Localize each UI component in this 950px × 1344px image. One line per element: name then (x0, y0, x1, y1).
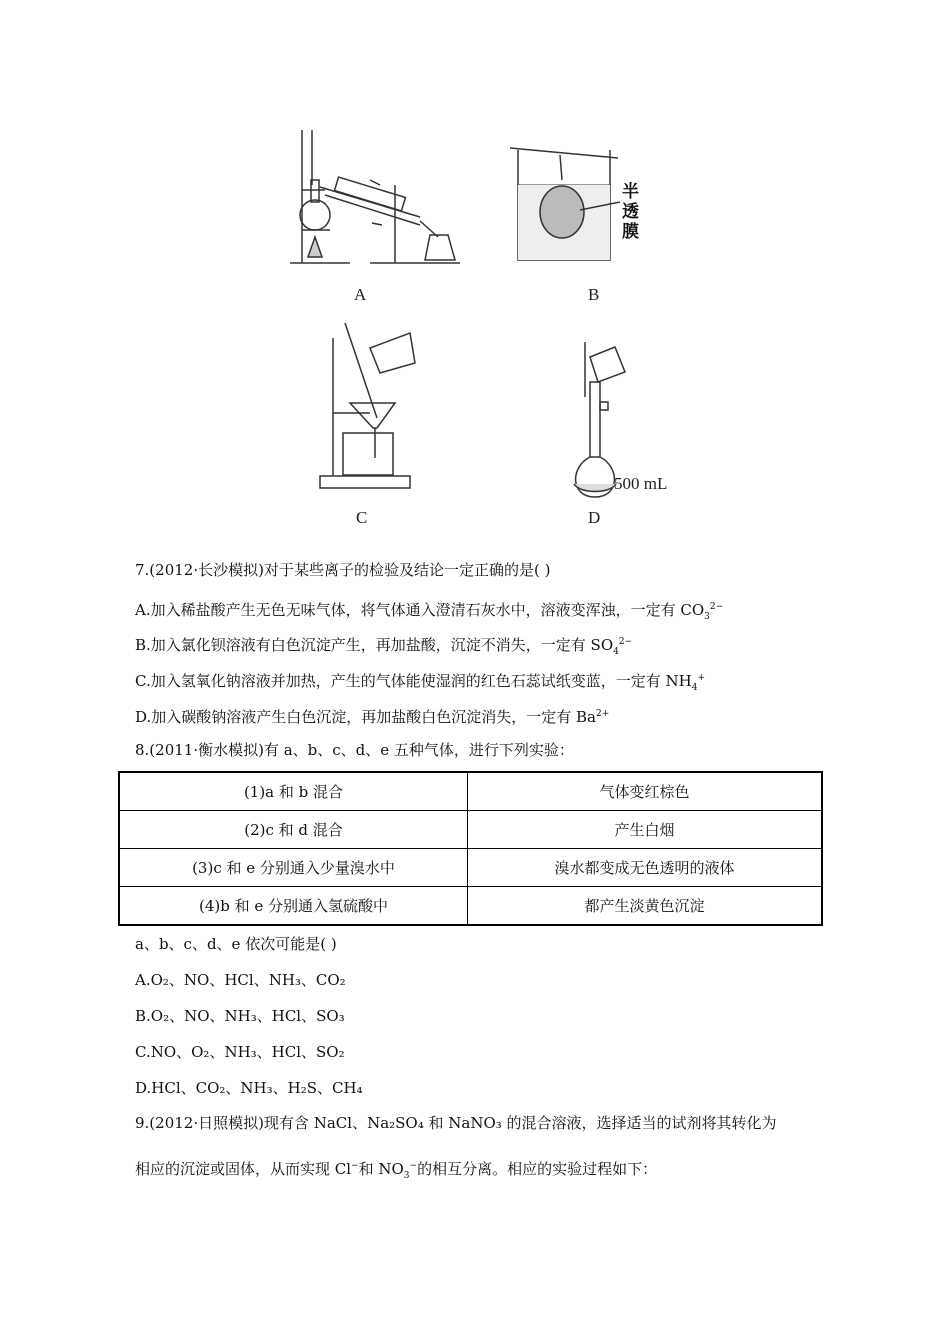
figure-a-distillation (280, 125, 470, 270)
figure-b-caption: B (588, 285, 600, 304)
table-row (119, 849, 822, 887)
q8-question: a、b、c、d、e 依次可能是( ) (135, 935, 337, 953)
table-cell: (4)b 和 e 分别通入氢硫酸中 (119, 887, 468, 926)
q8-option-a: A.O₂、NO、HCl、NH₃、CO₂ (135, 971, 346, 989)
q7-option-c: C.加入氢氧化钠溶液并加热，产生的气体能使湿润的红色石蕊试纸变蓝，一定有 $NH_4^+$ (135, 672, 705, 693)
q7-stem: 7.(2012·长沙模拟)对于某些离子的检验及结论一定正确的是( ) (135, 561, 551, 579)
table-cell: 都产生淡黄色沉淀 (468, 887, 823, 926)
q9-line-1: 9.(2012·日照模拟)现有含 NaCl、Na₂SO₄ 和 NaNO₃ 的混合溶液，选择适当的试剂将其转化为 (135, 1114, 777, 1132)
table-cell: (2)c 和 d 混合 (119, 811, 468, 849)
q8-experiment-table (118, 771, 823, 926)
q9-line-2: 相应的沉淀或固体，从而实现 Cl−和 $NO_3^-$的相互分离。相应的实验过程如下： (135, 1160, 658, 1181)
q8-option-c: C.NO、O₂、NH₃、HCl、SO₂ (135, 1043, 345, 1061)
table-cell: 气体变红棕色 (468, 772, 823, 811)
table-cell: 溴水都变成无色透明的液体 (468, 849, 823, 887)
table-cell: 产生白烟 (468, 811, 823, 849)
q7-option-d: D.加入碳酸钠溶液产生白色沉淀，再加盐酸白色沉淀消失，一定有 $Ba^{2+}$ (135, 708, 610, 726)
table-cell: (1)a 和 b 混合 (119, 772, 468, 811)
table-row (119, 887, 822, 926)
q7-option-b: B.加入氯化钡溶液有白色沉淀产生，再加盐酸，沉淀不消失，一定有 $SO_4^{2-}$ (135, 636, 633, 657)
figure-c-caption: C (356, 508, 368, 527)
figure-b-dialysis (510, 140, 620, 265)
table-row (119, 772, 822, 811)
table-row (119, 811, 822, 849)
figure-d-caption: D (588, 508, 601, 527)
figure-c-filtration (315, 318, 425, 498)
q8-option-b: B.O₂、NO、NH₃、HCl、SO₃ (135, 1007, 345, 1025)
figure-a-caption: A (354, 285, 367, 304)
q7-option-a: A.加入稀盐酸产生无色无味气体，将气体通入澄清石灰水中，溶液变浑浊，一定有 $CO_3^{2-}$ (135, 601, 724, 622)
q8-stem: 8.(2011·衡水模拟)有 a、b、c、d、e 五种气体，进行下列实验： (135, 741, 574, 759)
table-cell: (3)c 和 e 分别通入少量溴水中 (119, 849, 468, 887)
membrane-label: 半 透 膜 (622, 182, 639, 242)
q8-option-d: D.HCl、CO₂、NH₃、H₂S、CH₄ (135, 1079, 363, 1097)
volume-label: 500 mL (614, 474, 668, 493)
